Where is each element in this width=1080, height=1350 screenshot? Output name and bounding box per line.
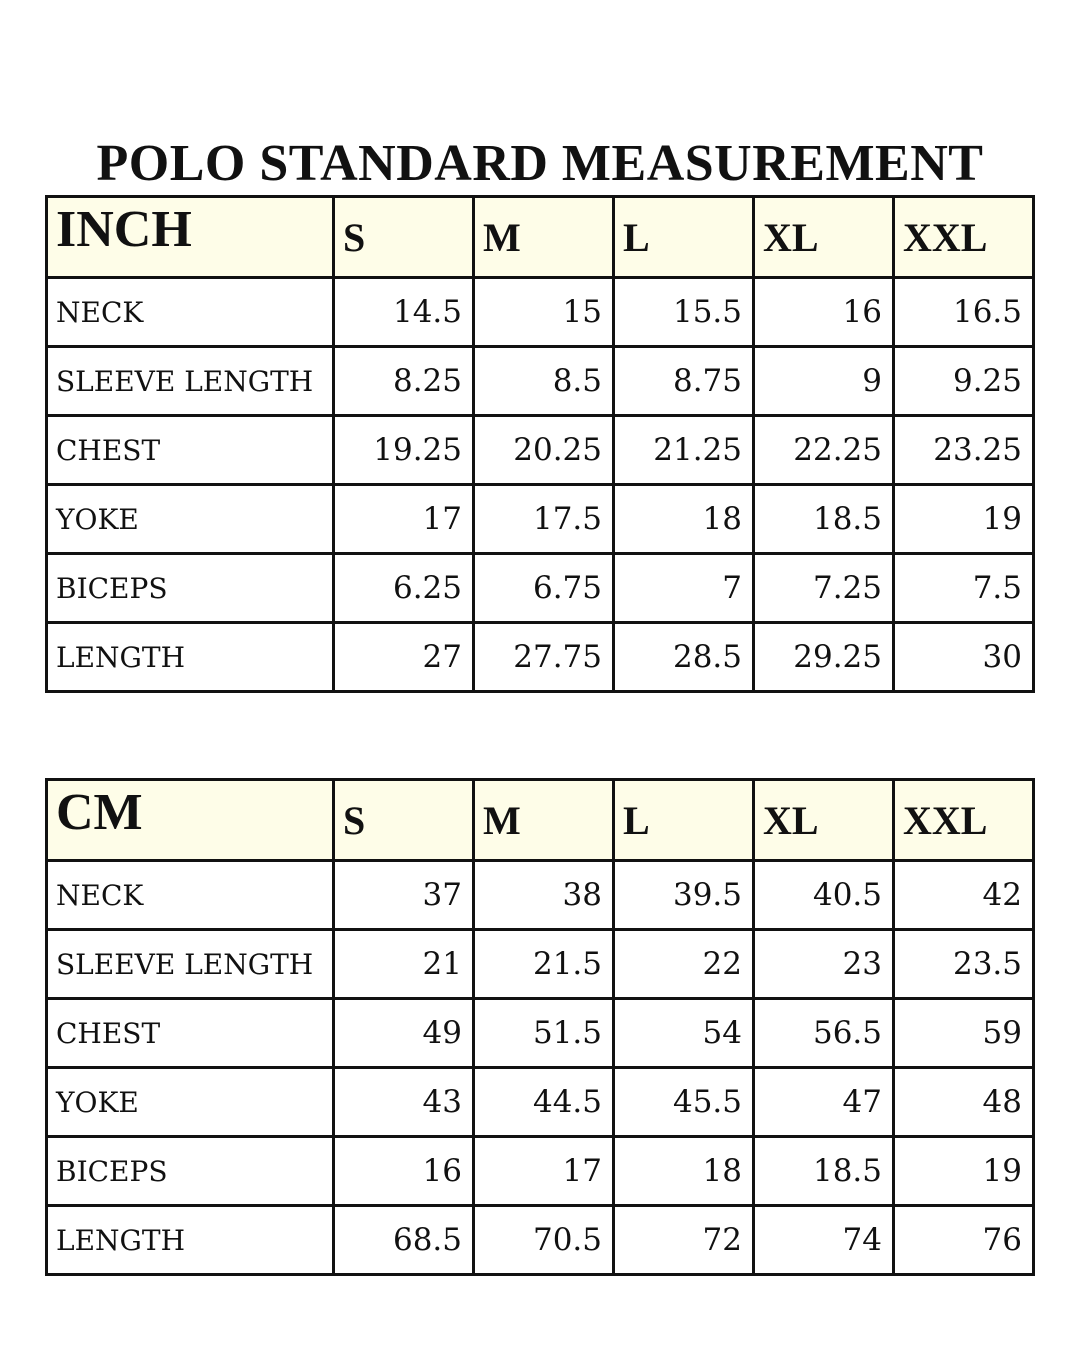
table-cell: 17 [474,1137,614,1206]
table-cell: 8.5 [474,347,614,416]
row-label: YOKE [47,485,334,554]
table-row [47,278,1034,347]
size-header-s: S [334,197,474,278]
table-cell: 29.25 [754,623,894,692]
table-cell: 23.5 [894,930,1034,999]
table-row [47,1137,1034,1206]
table-cell: 30 [894,623,1034,692]
table-row [47,1068,1034,1137]
table-row [47,930,1034,999]
table-cell: 27 [334,623,474,692]
row-label: SLEEVE LENGTH [47,347,334,416]
size-header-l: L [614,197,754,278]
table-cell: 76 [894,1206,1034,1275]
table-row [47,999,1034,1068]
table-cell: 23.25 [894,416,1034,485]
table-header-row [47,197,1034,278]
table-cell: 19 [894,485,1034,554]
table-cell: 19.25 [334,416,474,485]
table-cell: 38 [474,861,614,930]
table-cell: 16 [334,1137,474,1206]
table-row [47,554,1034,623]
table-row [47,623,1034,692]
table-cell: 7.25 [754,554,894,623]
table-cell: 14.5 [334,278,474,347]
row-label: CHEST [47,999,334,1068]
row-label: YOKE [47,1068,334,1137]
size-header-xxl: XXL [894,197,1034,278]
table-cell: 74 [754,1206,894,1275]
table-cell: 28.5 [614,623,754,692]
row-label: LENGTH [47,623,334,692]
table-cell: 48 [894,1068,1034,1137]
page-title: POLO STANDARD MEASUREMENT [96,135,984,192]
table-row [47,861,1034,930]
table-cell: 20.25 [474,416,614,485]
table-cell: 19 [894,1137,1034,1206]
row-label: NECK [47,278,334,347]
table-cell: 42 [894,861,1034,930]
table-row [47,416,1034,485]
size-header-xl: XL [754,780,894,861]
table-cell: 23 [754,930,894,999]
table-cell: 45.5 [614,1068,754,1137]
unit-label: INCH [47,197,334,278]
table-cell: 16 [754,278,894,347]
size-header-m: M [474,780,614,861]
table-cell: 27.75 [474,623,614,692]
row-label: CHEST [47,416,334,485]
table-cell: 15 [474,278,614,347]
table-cell: 8.25 [334,347,474,416]
table-cell: 16.5 [894,278,1034,347]
table-cell: 7 [614,554,754,623]
table-cell: 6.25 [334,554,474,623]
row-label: BICEPS [47,1137,334,1206]
table-cell: 18.5 [754,485,894,554]
table-cell: 54 [614,999,754,1068]
table-row [47,347,1034,416]
table-cell: 21.25 [614,416,754,485]
table-cell: 8.75 [614,347,754,416]
table-cell: 18 [614,485,754,554]
table-cell: 15.5 [614,278,754,347]
table-cell: 44.5 [474,1068,614,1137]
unit-label: CM [47,780,334,861]
row-label: BICEPS [47,554,334,623]
table-row [47,1206,1034,1275]
table-header-row [47,780,1034,861]
size-header-m: M [474,197,614,278]
table-cell: 22 [614,930,754,999]
size-header-xxl: XXL [894,780,1034,861]
inch-measurement-table [45,195,1035,693]
table-cell: 7.5 [894,554,1034,623]
table-cell: 72 [614,1206,754,1275]
table-cell: 37 [334,861,474,930]
table-cell: 9 [754,347,894,416]
table-cell: 21 [334,930,474,999]
table-cell: 59 [894,999,1034,1068]
table-cell: 47 [754,1068,894,1137]
table-cell: 18.5 [754,1137,894,1206]
table-cell: 21.5 [474,930,614,999]
cm-measurement-table [45,778,1035,1276]
table-cell: 49 [334,999,474,1068]
table-row [47,485,1034,554]
table-cell: 68.5 [334,1206,474,1275]
table-cell: 39.5 [614,861,754,930]
table-cell: 51.5 [474,999,614,1068]
size-header-s: S [334,780,474,861]
size-header-xl: XL [754,197,894,278]
row-label: SLEEVE LENGTH [47,930,334,999]
table-cell: 43 [334,1068,474,1137]
table-cell: 56.5 [754,999,894,1068]
row-label: NECK [47,861,334,930]
table-cell: 18 [614,1137,754,1206]
row-label: LENGTH [47,1206,334,1275]
table-cell: 70.5 [474,1206,614,1275]
table-cell: 40.5 [754,861,894,930]
size-header-l: L [614,780,754,861]
table-cell: 9.25 [894,347,1034,416]
table-cell: 17 [334,485,474,554]
table-cell: 6.75 [474,554,614,623]
table-cell: 22.25 [754,416,894,485]
table-cell: 17.5 [474,485,614,554]
